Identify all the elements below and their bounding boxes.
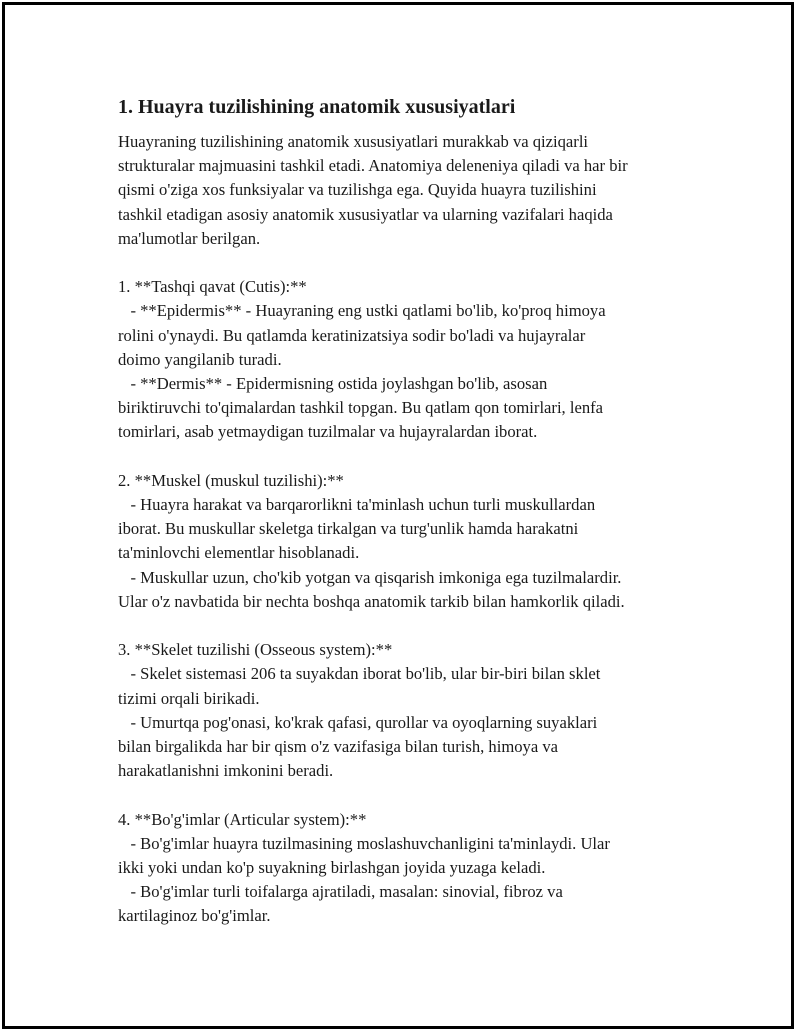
text-line: - **Dermis** - Epidermisning ostida joylashgan bo'lib, asosan: [118, 374, 548, 394]
text-line: Huayraning tuzilishining anatomik xususiyatlari murakkab va qiziqarli: [118, 132, 589, 151]
text-line: tomirlari, asab yetmaydigan tuzilmalar va hujayralardan iborat.: [118, 422, 538, 442]
text-line: ma'lumotlar berilgan.: [118, 228, 261, 248]
text-line: doimo yangilanib turadi.: [118, 349, 282, 369]
list-item-heading: 2. **Muskel (muskul tuzilishi):**: [118, 470, 344, 490]
text-line: strukturalar majmuasini tashkil etadi. Anatomiya deleneniya qiladi va har bir: [118, 156, 628, 176]
list-item-muskel: [118, 469, 698, 614]
text-line: tashkil etadigan asosiy anatomik xususiyatlar va ularning vazifalari haqida: [118, 204, 613, 224]
list-item-bogimlar: [118, 808, 698, 929]
text-line: tizimi orqali birikadi.: [118, 688, 260, 708]
text-line: - Huayra harakat va barqarorlikni ta'minlash uchun turli muskullardan: [118, 495, 596, 515]
intro-paragraph: [118, 130, 698, 251]
text-line: - Bo'g'imlar huayra tuzilmasining moslashuvchanligini ta'minlaydi. Ular: [118, 833, 610, 853]
paragraph-gap: [118, 783, 698, 807]
text-line: - Skelet sistemasi 206 ta suyakdan iborat bo'lib, ular bir-biri bilan sklet: [118, 664, 601, 684]
text-line: ikki yoki undan ko'p suyakning birlashgan joyida yuzaga keladi.: [118, 858, 546, 878]
list-item-heading: 4. **Bo'g'imlar (Articular system):**: [118, 809, 367, 829]
section-title: 1. Huayra tuzilishining anatomik xususiyatlari: [118, 96, 516, 118]
text-line: qismi o'ziga xos funksiyalar va tuzilishga ega. Quyida huayra tuzilishini: [118, 180, 597, 200]
text-line: bilan birgalikda har bir qism o'z vazifasiga bilan turish, himoya va: [118, 737, 559, 757]
text-line: - Umurtqa pog'onasi, ko'krak qafasi, qurollar va oyoqlarning suyaklari: [118, 712, 598, 732]
text-line: rolini o'ynaydi. Bu qatlamda keratinizatsiya sodir bo'ladi va hujayralar: [118, 325, 586, 345]
paragraph-gap: [118, 445, 698, 469]
text-line: - Muskullar uzun, cho'kib yotgan va qisqarish imkoniga ega tuzilmalardir.: [118, 567, 622, 587]
text-line: kartilaginoz bo'g'imlar.: [118, 906, 271, 926]
list-item-heading: 1. **Tashqi qavat (Cutis):**: [118, 277, 307, 297]
document-body: [118, 94, 698, 929]
text-line: ta'minlovchi elementlar hisoblanadi.: [118, 543, 360, 563]
text-line: harakatlanishni imkonini beradi.: [118, 761, 334, 781]
list-item-skelet: [118, 638, 698, 783]
paragraph-gap: [118, 251, 698, 275]
paragraph-gap: [118, 614, 698, 638]
text-line: iborat. Bu muskullar skeletga tirkalgan va turg'unlik hamda harakatni: [118, 519, 579, 539]
list-item-cutis: [118, 275, 698, 444]
text-line: - Bo'g'imlar turli toifalarga ajratiladi, masalan: sinovial, fibroz va: [118, 882, 563, 902]
list-item-heading: 3. **Skelet tuzilishi (Osseous system):**: [118, 640, 393, 660]
text-line: - **Epidermis** - Huayraning eng ustki qatlami bo'lib, ko'proq himoya: [118, 301, 606, 321]
text-line: biriktiruvchi to'qimalardan tashkil topgan. Bu qatlam qon tomirlari, lenfa: [118, 398, 604, 418]
text-line: Ular o'z navbatida bir nechta boshqa anatomik tarkib bilan hamkorlik qiladi.: [118, 591, 625, 611]
